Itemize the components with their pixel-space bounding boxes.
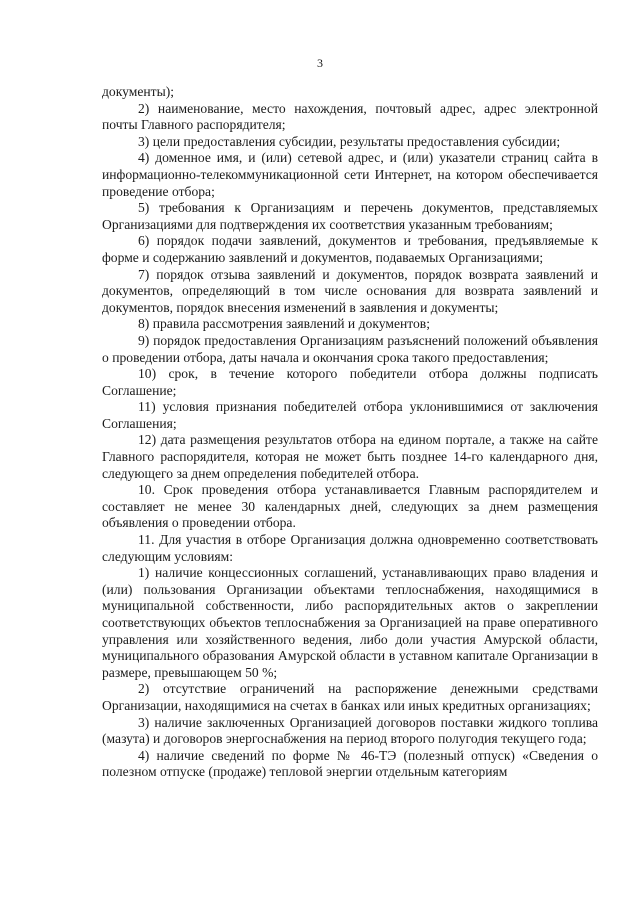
paragraph-item-11: 11) условия признания победителей отбора уклонившимися от заключения Соглашения;	[102, 399, 598, 431]
paragraph-item-9: 9) порядок предоставления Организациям разъяснений положений объявления о проведении отбора, даты начала и окончания срока такого предоставления;	[102, 332, 598, 365]
clause-10: 10. Срок проведения отбора устанавливается Главным распорядителем и составляет не менее 30 календарных дней, следующих за днем размещения объявления о проведении отбора.	[102, 482, 598, 531]
paragraph-continuation: документы);	[102, 84, 175, 99]
page-number: 3	[317, 56, 323, 70]
paragraph-item-5: 5) требования к Организациям и перечень документов, представляемых Организациями для подтверждения их соответствия указанным требованиям;	[102, 200, 598, 232]
paragraph-item-7: 7) порядок отзыва заявлений и документов, порядок возврата заявлений и документов, определяющий в том числе основания для возврата заявлений и документов, порядок внесения изменений в заявления и документы;	[102, 266, 598, 315]
clause-11: 11. Для участия в отборе Организация должна одновременно соответствовать следующим условиям:	[102, 532, 598, 564]
paragraph-item-8: 8) правила рассмотрения заявлений и документов;	[138, 316, 431, 332]
paragraph-item-4: 4) доменное имя, и (или) сетевой адрес, и (или) указатели страниц сайта в информационно-телекоммуникационной сети Интернет, на котором обеспечивается проведение отбора;	[102, 150, 598, 199]
document-body	[102, 84, 598, 781]
paragraph-item-2: 2) наименование, место нахождения, почтовый адрес, адрес электронной почты Главного распорядителя;	[102, 100, 598, 133]
paragraph-item-3: 3) цели предоставления субсидии, результаты предоставления субсидии;	[138, 133, 561, 149]
paragraph-item-10: 10) срок, в течение которого победители отбора должны подписать Соглашение;	[102, 366, 598, 398]
condition-3: 3) наличие заключенных Организацией договоров поставки жидкого топлива (мазута) и договоров энергоснабжения на период второго полугодия текущего года;	[102, 714, 598, 747]
condition-2: 2) отсутствие ограничений на распоряжение денежными средствами Организации, находящимися на счетах в банках или иных кредитных организациях;	[102, 681, 598, 713]
condition-4: 4) наличие сведений по форме № 46-ТЭ (полезный отпуск) «Сведения о полезном отпуске (продаже) тепловой энергии отдельным категориям	[102, 747, 598, 780]
paragraph-item-12: 12) дата размещения результатов отбора на едином портале, а также на сайте Главного распорядителя, которая не может быть позднее 14-го календарного дня, следующего за днем определения победителей отбора.	[102, 432, 598, 481]
paragraph-item-6: 6) порядок подачи заявлений, документов и требования, предъявляемые к форме и содержанию заявлений и документов, подаваемых Организациями;	[102, 233, 598, 265]
condition-1: 1) наличие концессионных соглашений, устанавливающих право владения и (или) пользования Организации объектами теплоснабжения, находящимися в муниципальной собственности, либо распорядительных актов о закреплении соответствующих объектов теплоснабжения за Организацией на праве оперативного управления или хозяйственного ведения, либо доли участия Амурской области, муниципального образования Амурской области в уставном капитале Организации в размере, превышающем 50 %;	[102, 565, 598, 680]
